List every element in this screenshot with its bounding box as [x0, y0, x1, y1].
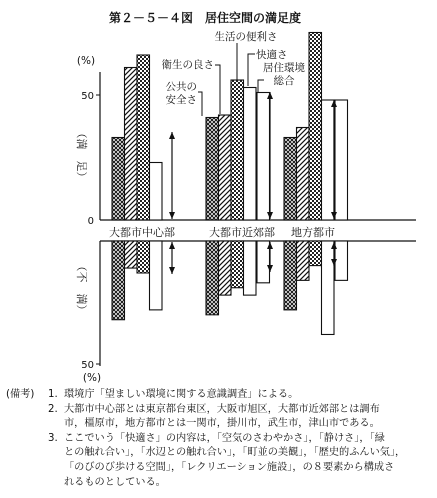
callout-leader [215, 65, 220, 114]
chart-title: 第２－５－４図 居住空間の満足度 [108, 11, 302, 25]
bar-satisfied [257, 93, 270, 221]
note-number: 3. [48, 432, 58, 444]
note-text-line: 環境庁「望ましい環境に関する意識調査」による。 [64, 389, 299, 400]
bar-dissatisfied [219, 241, 232, 295]
bar-satisfied [206, 118, 219, 221]
arrowhead-up [169, 242, 175, 249]
bar-satisfied [112, 138, 125, 221]
chart-bars [112, 33, 348, 335]
bar-satisfied [231, 80, 244, 220]
note-text-line: ここでいう「快適さ」の内容は，「空気のさわやかさ」，「静けさ」，「緑 [64, 432, 385, 444]
note-text-line: 「のびのび歩ける空間」，「レクリエーション施設」，の８要素から構成さ [64, 461, 395, 473]
bar-dissatisfied [335, 241, 348, 280]
bar-dissatisfied [322, 241, 335, 334]
category-label: 大都市近郊部 [209, 226, 275, 239]
bar-satisfied [244, 88, 257, 221]
bar-dissatisfied [137, 241, 150, 273]
bar-dissatisfied [257, 241, 270, 283]
y-label-dissatisfied: （不 満） [75, 260, 88, 316]
note-number: 1. [48, 389, 58, 400]
tick-label: 50 [81, 91, 94, 102]
callout-leader [198, 92, 202, 116]
note-text-line: れるものとしている。 [64, 476, 166, 488]
bar-satisfied [137, 55, 150, 220]
arrowhead-down [169, 267, 175, 274]
bar-satisfied [125, 68, 138, 221]
callout-leader [258, 80, 264, 92]
tick-label: 50 [81, 360, 94, 371]
bar-satisfied [297, 128, 310, 221]
category-labels [109, 225, 335, 239]
legend-label-convenience: 生活の便利さ [214, 31, 278, 43]
category-label: 大都市中心部 [109, 226, 175, 239]
bar-satisfied [284, 138, 297, 221]
note-text-line: 市，橿原市，地方都市とは一関市，掛川市，武生市，津山市である。 [64, 418, 380, 430]
bar-dissatisfied [231, 241, 244, 288]
bar-dissatisfied [297, 241, 310, 280]
bar-satisfied [335, 100, 348, 220]
arrowhead-down [169, 212, 175, 219]
category-label: 地方都市 [291, 226, 335, 239]
bar-dissatisfied [284, 241, 297, 310]
bar-dissatisfied [150, 241, 163, 310]
y-label-satisfied: （満 足） [75, 127, 88, 183]
legend-label-public-safety: 公共の安全さ [165, 81, 197, 106]
bar-dissatisfied [125, 241, 138, 268]
callout-leader [248, 54, 255, 86]
notes-label: (備考) [6, 389, 35, 400]
bar-dissatisfied [244, 241, 257, 295]
bar-satisfied [150, 163, 163, 221]
arrowhead-up [169, 132, 175, 139]
legend-label-hygiene: 衛生の良さ [161, 59, 214, 71]
note-text-line: 大都市中心部とは東京都台東区，大阪市旭区，大都市近郊部とは調布 [64, 403, 380, 415]
legend-label-overall: 居住環境総合 [263, 62, 305, 87]
bar-satisfied [322, 100, 335, 220]
bar-dissatisfied [206, 241, 219, 315]
bar-satisfied [219, 115, 232, 220]
legend-label-comfort: 快適さ [256, 49, 288, 61]
y-unit-top: (%) [76, 55, 96, 67]
y-unit-bottom: (%) [82, 372, 102, 384]
bar-satisfied [309, 33, 322, 221]
note-number: 2. [48, 403, 58, 415]
bar-dissatisfied [112, 241, 125, 320]
note-text-line: との触れ合い」，「水辺との触れ合い」，「町並の美観」，「歴史的ふんい気」， [64, 447, 406, 459]
tick-label: 0 [87, 216, 94, 227]
bar-dissatisfied [309, 241, 322, 266]
